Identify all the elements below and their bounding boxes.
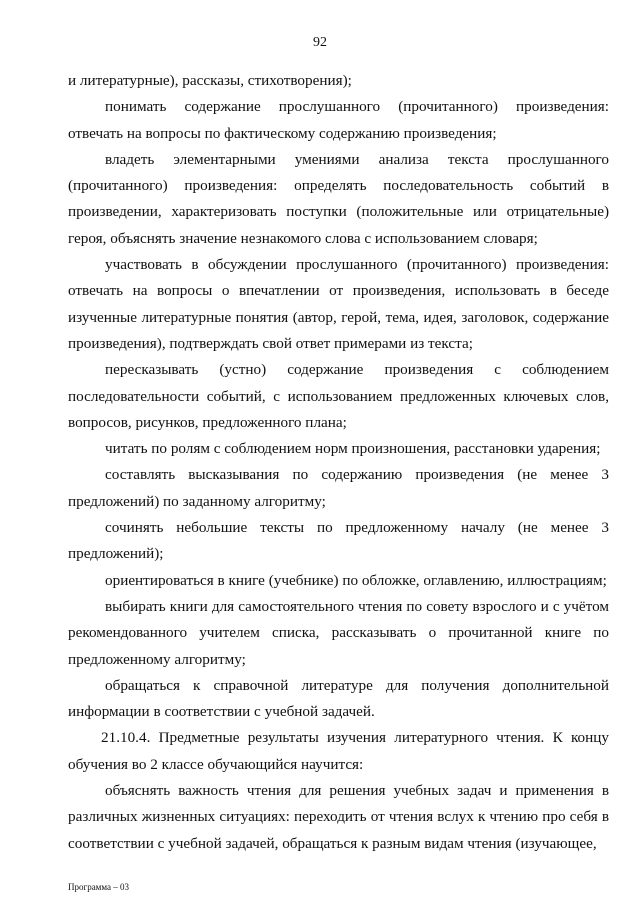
paragraph: выбирать книги для самостоятельного чтения по совету взрослого и с учётом рекомендованного учителем списка, рассказывать о прочитанной книге по предложенному алгоритму; [68, 597, 609, 668]
paragraph: сочинять небольшие тексты по предложенному началу (не менее 3 предложений); [68, 519, 609, 563]
paragraph: объяснять важность чтения для решения учебных задач и применения в различных жизненных ситуациях: переходить от чтения вслух к чтению про себя в соответствии с учебной задачей, обращаться к разным видам чтения (изучающее, [68, 782, 609, 852]
paragraph: понимать содержание прослушанного (прочитанного) произведения: отвечать на вопросы по фактическому содержанию произведения; [68, 98, 609, 142]
paragraph: участвовать в обсуждении прослушанного (прочитанного) произведения: отвечать на вопросы о впечатлении от произведения, использовать в беседе изученные литературные понятия (автор, герой, тема, идея, заголовок, содержание произведения), подтверждать свой ответ примерами из текста; [68, 256, 609, 352]
paragraph: ориентироваться в книге (учебнике) по обложке, оглавлению, иллюстрациям; [105, 571, 607, 589]
paragraph: пересказывать (устно) содержание произведения с соблюдением последовательности событий, с использованием предложенных ключевых слов, вопросов, рисунков, предложенного плана; [68, 361, 609, 431]
footer-label: Программа – 03 [68, 882, 130, 892]
paragraph: читать по ролям с соблюдением норм произношения, расстановки ударения; [105, 440, 601, 458]
document-body [68, 68, 609, 857]
page-number: 92 [313, 35, 327, 50]
paragraph: и литературные), рассказы, стихотворения); [68, 72, 352, 89]
paragraph: владеть элементарными умениями анализа текста прослушанного (прочитанного) произведения: определять последовательность событий в произведении, характеризовать поступки (положительные или отрицательные) героя, объяснять значение незнакомого слова с использованием словаря; [68, 150, 609, 247]
paragraph: составлять высказывания по содержанию произведения (не менее 3 предложений) по заданному алгоритму; [68, 466, 609, 510]
paragraph: обращаться к справочной литературе для получения дополнительной информации в соответствии с учебной задачей. [68, 676, 609, 721]
section-heading-paragraph: 21.10.4. Предметные результаты изучения литературного чтения. К концу обучения во 2 классе обучающийся научится: [68, 729, 609, 773]
